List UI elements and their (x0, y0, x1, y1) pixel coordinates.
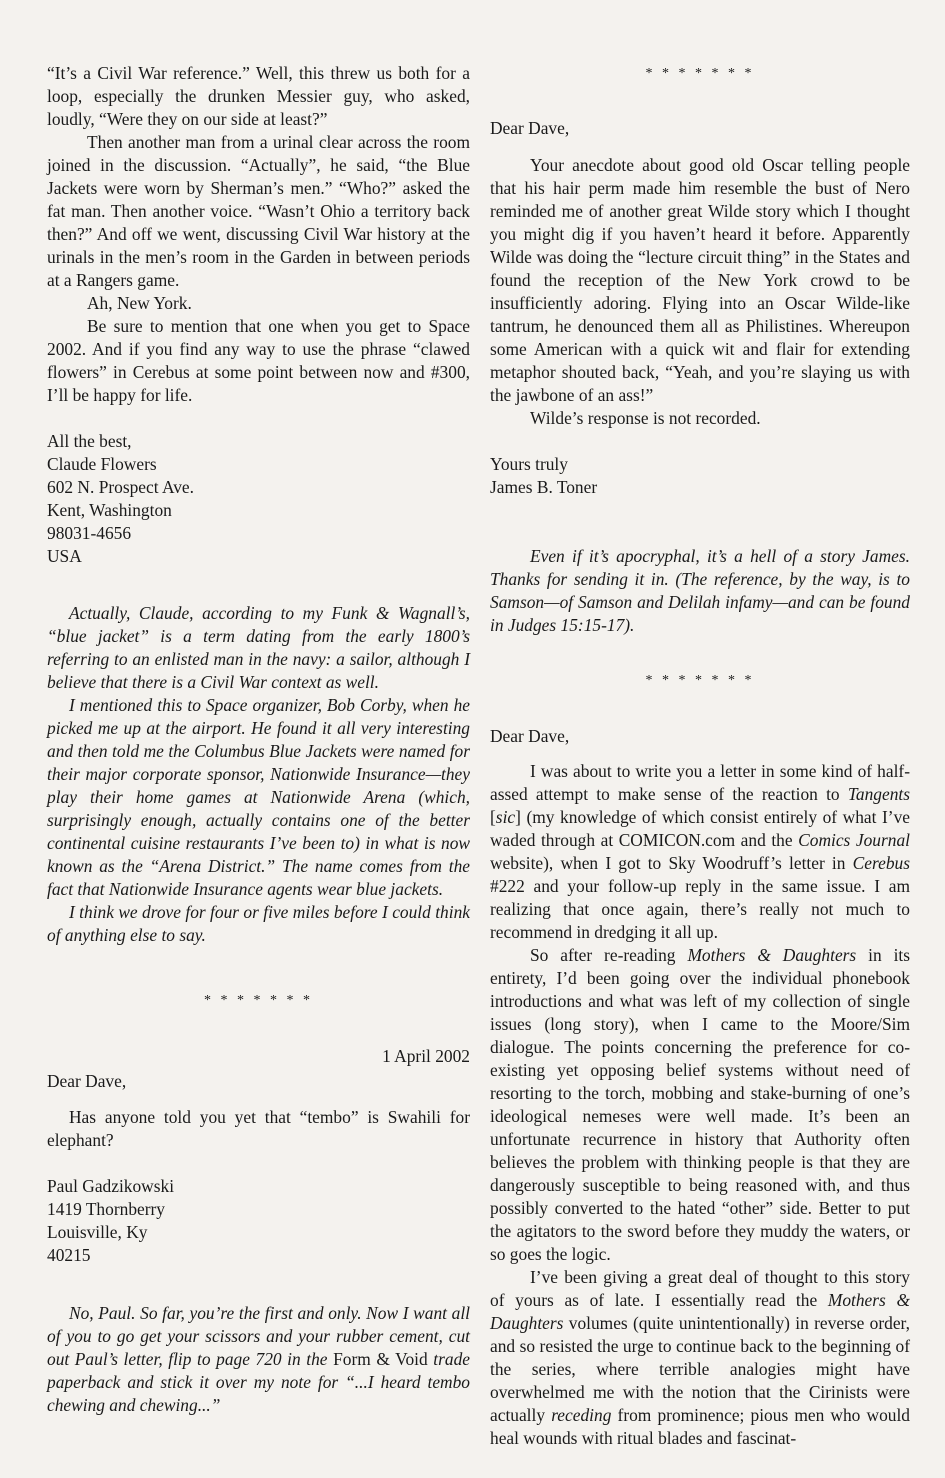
title-text: Mothers & Daughters (490, 1290, 910, 1333)
section-divider: * * * * * * * (645, 673, 755, 688)
signoff-claude (47, 430, 470, 568)
signoff-line: All the best, (47, 431, 132, 451)
left-column (47, 62, 470, 1417)
letter-paragraph: Has anyone told you yet that “tembo” is Swahili for elephant? (47, 1107, 470, 1150)
letter-paragraph (490, 1266, 910, 1450)
salutation: Dear Dave, (47, 1071, 127, 1091)
letter-paragraph: Then another man from a urinal clear across the room joined in the discussion. “Actually”, he said, “the Blue Jackets were worn by Sherman’s men.” “Who?” asked the fat man. Then another voice. “Wasn’t Ohio a territory back then?” And off we went, discussing Civil War history at the urinals in the men’s room in the Garden in between periods at a Rangers game. (47, 132, 470, 290)
signoff-line: 602 N. Prospect Ave. (47, 477, 194, 497)
salutation: Dear Dave, (490, 118, 570, 138)
letter-paragraph: Your anecdote about good old Oscar telling people that his hair perm made him resemble the bust of Nero reminded me of another great Wilde story which I thought you might dig if you haven’t heard it before. Apparently Wilde was doing the “lecture circuit thing” in the States and found the reception of the New York crowd to be insufficiently adoring. Flying into an Oscar Wilde-like tantrum, he denounced them all as Philistines. Whereupon some American with a quick wit and flair for extending metaphor shouted back, “Yeah, and you’re slaying us with the jawbone of an ass!” (490, 155, 910, 405)
signoff-line: Kent, Washington (47, 500, 172, 520)
emphasis-text: receding (551, 1405, 612, 1425)
reply-paragraph: Actually, Claude, according to my Funk & Wagnall’s, “blue jacket” is a term dating from the early 1800’s referring to an enlisted man in the navy: a sailor, although I believe that there is a Civil War context as well. (47, 603, 470, 692)
letter-paragraph: “It’s a Civil War reference.” Well, this threw us both for a loop, especially the drunken Messier guy, who asked, loudly, “Were they on our side at least?” (47, 63, 470, 129)
letter-text: So after re-reading (530, 945, 688, 965)
letter-paragraph (490, 944, 910, 1266)
letter-text: from prominence; pious men who would heal wounds with ritual blades and fascinat- (490, 1405, 910, 1448)
letter-paragraph: Wilde’s response is not recorded. (530, 408, 761, 428)
title-text: Mothers & Daughters (687, 945, 857, 965)
letter-text: volumes (quite unintentionally) in reverse order, and so resisted the urge to continue back to the beginning of the series, where terrible analogies might have overwhelmed me with the notion that the Cirinists were actually (490, 1313, 910, 1425)
reply-text: trade paperback and stick it over my note for “...I heard tembo chewing and chewing...” (47, 1349, 471, 1415)
letter-text: in its entirety, I’d been going over the individual phonebook introductions and what was left of my collection of single issues (long story), when I came to the Moore/Sim dialogue. The points concerning the preference for co-existing yet opposing belief systems without need of resorting to the torch, mobbing and stake-burning of one’s ideological nemeses were well made. It’s been an unfortunate recurrence in history that Authority often believes the problem with thinking people is that they are dangerously susceptible to being reasoned with, and thus possibly converted to the hated “other” side. Better to put the agitators to the sword before they muddy the waters, or so goes the logic. (490, 945, 910, 1264)
letter-text: website), when I got to Sky Woodruff’s letter in (490, 853, 853, 873)
letter-text: I was about to write you a letter in some kind of half-assed attempt to make sense of the reaction to (490, 761, 910, 804)
signoff-line: Yours truly (490, 454, 568, 474)
letter-text: [ (490, 807, 496, 827)
title-text: Tangents (847, 784, 910, 804)
signoff-line: Louisville, Ky (47, 1222, 148, 1242)
signoff-line: 40215 (47, 1245, 91, 1265)
right-column (490, 62, 910, 1450)
signoff-james (490, 453, 910, 499)
signoff-line: James B. Toner (490, 477, 598, 497)
title-text: Cerebus (852, 853, 910, 873)
editor-reply-james: Even if it’s apocryphal, it’s a hell of a story James. Thanks for sending it in. (The reference, by the way, is to Samson—of Samson and Delilah infamy—and can be found in Judges 15:15-17). (490, 546, 910, 635)
book-title: Form & Void (333, 1349, 428, 1369)
reply-paragraph: I think we drove for four or five miles before I could think of anything else to say. (47, 902, 470, 945)
reply-paragraph: I mentioned this to Space organizer, Bob Corby, when he picked me up at the airport. He found it all very interesting and then told me the Columbus Blue Jackets were named for their major corporate sponsor, Nationwide Insurance—they play their home games at Nationwide Arena (which, surprisingly enough, actually contains one of the better continental cuisine restaurants I’ve been to) in what is now known as the “Arena District.” The name comes from the fact that Nationwide Insurance agents wear blue jackets. (47, 695, 470, 899)
letter-text: ] (my knowledge of which consist entirely of what I’ve waded through at COMICON.com and the (490, 807, 910, 850)
editor-reply-claude (47, 602, 470, 947)
signoff-line: 1419 Thornberry (47, 1199, 166, 1219)
signoff-paul (47, 1175, 470, 1267)
letter-text: #222 and your follow-up reply in the same issue. I am realizing that once again, there’s really not much to recommend in dredging it all up. (490, 876, 910, 942)
sic-text: sic (495, 807, 516, 827)
letter-paragraph: Ah, New York. (87, 293, 192, 313)
editor-reply-paul (47, 1302, 470, 1417)
letter-date: 1 April 2002 (382, 1046, 470, 1066)
letter-paragraph (490, 760, 910, 944)
section-divider: * * * * * * * (204, 993, 313, 1008)
salutation: Dear Dave, (490, 726, 570, 746)
reply-text: No, Paul. So far, you’re the first and only. Now I want all of you to go get your scissors and your rubber cement, cut out Paul’s letter, flip to page 720 in the (47, 1303, 470, 1369)
section-divider: * * * * * * * (645, 66, 755, 81)
signoff-line: Claude Flowers (47, 454, 157, 474)
letter-text: I’ve been giving a great deal of thought to this story of yours as of late. I essentially read the (490, 1267, 910, 1310)
signoff-line: Paul Gadzikowski (47, 1176, 175, 1196)
signoff-line: USA (47, 546, 82, 566)
letter-paragraph: Be sure to mention that one when you get to Space 2002. And if you find any way to use the phrase “clawed flowers” in Cerebus at some point between now and #300, I’ll be happy for life. (47, 316, 470, 405)
title-text: Comics Journal (798, 830, 910, 850)
signoff-line: 98031-4656 (47, 523, 132, 543)
